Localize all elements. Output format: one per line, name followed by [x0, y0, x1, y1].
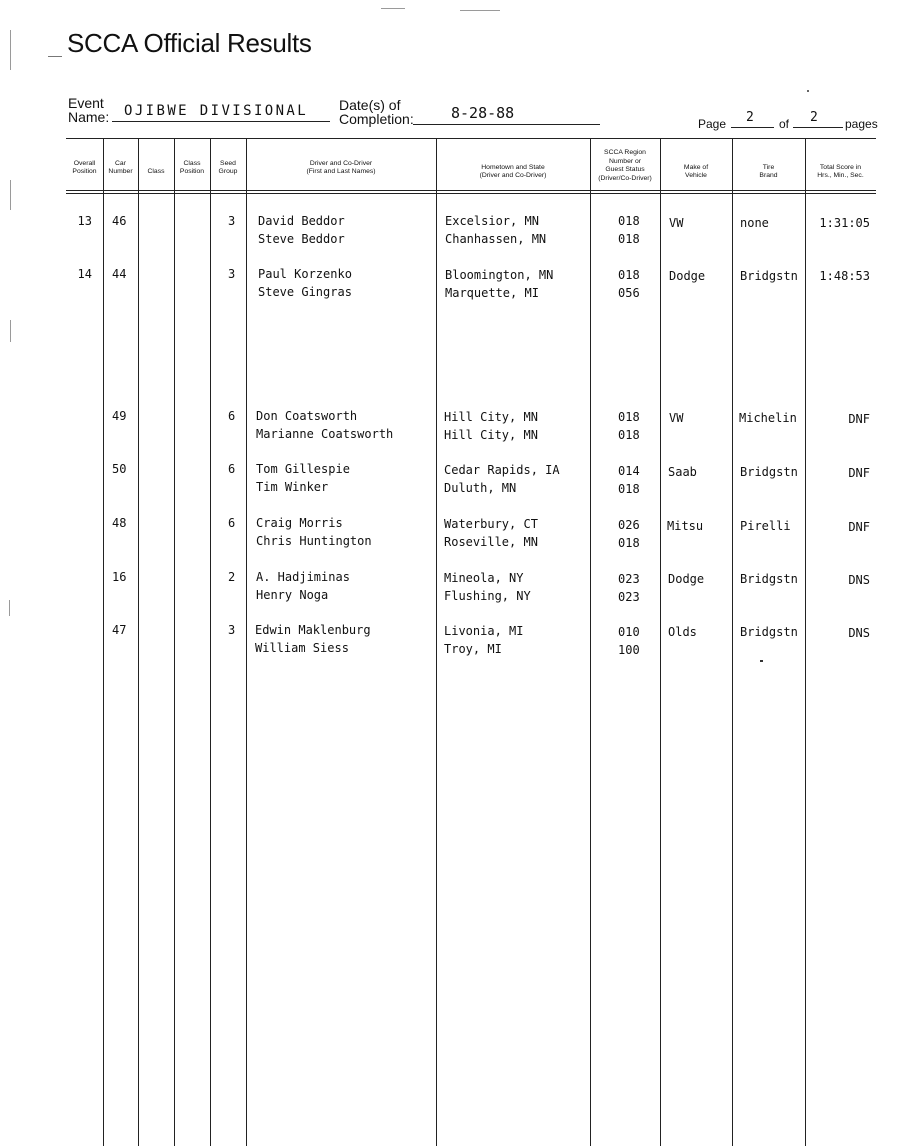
entry-driver: Tom Gillespie: [256, 462, 350, 476]
entry-codriver: Tim Winker: [256, 480, 329, 494]
results-table: [66, 138, 876, 1146]
entry-car-number: 46: [112, 214, 127, 228]
entry-car-number: 47: [112, 623, 127, 637]
header-text: Brand: [759, 172, 778, 179]
entry-hometown: Bloomington, MN: [445, 268, 554, 282]
event-name-underline: [112, 121, 330, 122]
col-rule: [590, 138, 591, 1146]
entry-tire: Bridgstn: [740, 269, 798, 283]
scan-speck: [381, 8, 405, 9]
header-text: SCCA Region: [604, 149, 646, 156]
entry-driver: David Beddor: [258, 214, 345, 228]
header-text: Guest Status: [605, 166, 645, 173]
col-rule: [805, 138, 806, 1146]
header-car-number: [103, 146, 138, 190]
entry-co-region: 023: [618, 590, 640, 604]
header-text: Hrs., Min., Sec.: [817, 172, 864, 179]
entry-score: DNS: [848, 626, 870, 640]
entry-make: Mitsu: [667, 519, 704, 533]
header-text: Class: [147, 167, 165, 175]
entry-hometown: Hill City, MN: [444, 410, 538, 424]
entry-codriver: Chris Huntington: [256, 534, 372, 548]
entry-codriver: Steve Gingras: [258, 285, 352, 299]
header-text: Class: [183, 159, 201, 167]
entry-make: Saab: [668, 465, 697, 479]
page-total-value: 2: [810, 110, 818, 125]
entry-tire: Bridgstn: [740, 572, 798, 586]
entry-co-hometown: Flushing, NY: [444, 589, 531, 603]
entry-position: 13: [77, 214, 92, 228]
entry-seed-group: 6: [228, 516, 236, 530]
entry-car-number: 49: [112, 409, 127, 423]
entry-seed-group: 6: [228, 409, 236, 423]
header-text: Make of: [683, 163, 709, 171]
header-driver: [246, 146, 436, 190]
entry-score: 1:31:05: [819, 216, 870, 230]
entry-co-hometown: Duluth, MN: [444, 481, 517, 495]
entry-tire: Pirelli: [740, 519, 791, 533]
header-seed-group: [210, 146, 246, 190]
document-title: SCCA Official Results: [67, 28, 312, 58]
entry-co-hometown: Troy, MI: [444, 642, 502, 656]
entry-score: DNF: [848, 466, 870, 480]
entry-driver: A. Hadjiminas: [256, 570, 350, 584]
entry-codriver: Marianne Coatsworth: [256, 427, 394, 441]
date-label-line2: Completion:: [339, 111, 414, 127]
page-label: Page: [698, 117, 727, 131]
entry-region: 023: [618, 572, 640, 586]
entry-co-region: 056: [618, 286, 640, 300]
entry-tire: Michelin: [739, 411, 797, 425]
col-rule: [210, 138, 211, 1146]
of-label: of: [779, 117, 790, 131]
entry-make: Dodge: [669, 269, 706, 283]
entry-seed-group: 6: [228, 462, 236, 476]
entry-co-region: 018: [618, 482, 640, 496]
table-top-rule: [66, 138, 876, 139]
col-rule: [732, 138, 733, 1146]
entry-region: 018: [618, 214, 640, 228]
entry-driver: Don Coatsworth: [256, 409, 358, 423]
entry-region: 010: [618, 625, 640, 639]
entry-car-number: 16: [112, 570, 127, 584]
entry-codriver: Henry Noga: [256, 588, 329, 602]
date-label: [339, 98, 414, 126]
entry-region: 018: [618, 268, 640, 282]
pages-label: pages: [845, 117, 878, 131]
entry-hometown: Excelsior, MN: [445, 214, 539, 228]
entry-codriver: William Siess: [255, 641, 349, 655]
header-text: Number or: [608, 157, 642, 165]
header-text: Tire: [762, 163, 775, 171]
date-label-line1: Date(s) of: [339, 97, 401, 113]
header-text: (Driver and Co-Driver): [479, 172, 547, 179]
entry-hometown: Waterbury, CT: [444, 517, 538, 531]
entry-make: Olds: [668, 625, 697, 639]
entry-co-region: 018: [618, 428, 640, 442]
header-region: [590, 142, 660, 190]
entry-co-region: 100: [618, 643, 640, 657]
entry-make: Dodge: [668, 572, 705, 586]
entry-seed-group: 2: [228, 570, 236, 584]
entry-hometown: Mineola, NY: [444, 571, 524, 585]
completion-date-value: 8-28-88: [451, 104, 515, 122]
event-label-line1: Event: [68, 95, 104, 111]
entry-co-hometown: Chanhassen, MN: [445, 232, 547, 246]
entry-score: 1:48:53: [819, 269, 870, 283]
entry-tire: Bridgstn: [740, 465, 798, 479]
header-text: Driver and Co-Driver: [309, 159, 373, 167]
header-tire: [732, 150, 805, 194]
entry-car-number: 44: [112, 267, 127, 281]
header-make: [660, 150, 732, 194]
page-number-underline: [731, 127, 774, 128]
entry-driver: Craig Morris: [256, 516, 343, 530]
scan-speck: [760, 660, 763, 662]
header-text: Seed: [220, 159, 236, 167]
entry-score: DNF: [848, 412, 870, 426]
entry-driver: Edwin Maklenburg: [255, 623, 371, 637]
entry-co-region: 018: [618, 536, 640, 550]
entry-co-hometown: Roseville, MN: [444, 535, 538, 549]
entry-make: VW: [669, 411, 684, 425]
entry-region: 018: [618, 410, 640, 424]
header-hometown: [436, 150, 590, 194]
entry-region: 014: [618, 464, 640, 478]
scan-speck: [10, 30, 11, 70]
entry-car-number: 48: [112, 516, 127, 530]
header-text: Overall: [73, 159, 96, 167]
header-text: Hometown and State: [481, 163, 545, 171]
entry-tire: Bridgstn: [740, 625, 798, 639]
col-rule: [246, 138, 247, 1146]
title-rule: [48, 56, 62, 57]
entry-tire: none: [740, 216, 769, 230]
col-rule: [436, 138, 437, 1146]
header-text: (First and Last Names): [306, 168, 376, 175]
date-underline: [413, 124, 600, 125]
entry-seed-group: 3: [228, 214, 236, 228]
entry-seed-group: 3: [228, 267, 236, 281]
entry-region: 026: [618, 518, 640, 532]
col-rule: [174, 138, 175, 1146]
header-text: Car: [115, 159, 126, 167]
entry-co-region: 018: [618, 232, 640, 246]
header-text: Number: [108, 168, 133, 175]
col-rule: [138, 138, 139, 1146]
event-name-value: OJIBWE DIVISIONAL: [124, 103, 309, 119]
header-class: [138, 146, 174, 190]
entry-score: DNS: [848, 573, 870, 587]
scan-speck: [10, 320, 11, 342]
event-label-line2: Name:: [68, 109, 110, 125]
scan-speck: [460, 10, 500, 11]
header-text: Position: [72, 168, 97, 175]
entry-codriver: Steve Beddor: [258, 232, 345, 246]
entry-position: 14: [77, 267, 92, 281]
page-total-underline: [793, 127, 843, 128]
entry-driver: Paul Korzenko: [258, 267, 352, 281]
header-class-position: [174, 146, 210, 190]
entry-car-number: 50: [112, 462, 127, 476]
header-text: Group: [218, 168, 238, 175]
header-text: (Driver/Co-Driver): [598, 174, 652, 182]
event-label: [68, 96, 109, 124]
header-text: Vehicle: [685, 172, 707, 179]
page-number-value: 2: [746, 110, 754, 125]
header-text: Total Score in: [819, 163, 862, 171]
entry-co-hometown: Marquette, MI: [445, 286, 539, 300]
header-text: Position: [179, 168, 205, 175]
scan-speck: [807, 90, 809, 92]
col-rule: [660, 138, 661, 1146]
col-rule: [103, 138, 104, 1146]
scan-speck: [9, 600, 10, 616]
header-score: [805, 150, 876, 194]
scan-speck: [10, 180, 11, 210]
entry-co-hometown: Hill City, MN: [444, 428, 538, 442]
entry-score: DNF: [848, 520, 870, 534]
entry-hometown: Livonia, MI: [444, 624, 524, 638]
header-overall-position: [66, 146, 103, 190]
entry-make: VW: [669, 216, 684, 230]
entry-seed-group: 3: [228, 623, 236, 637]
entry-hometown: Cedar Rapids, IA: [444, 463, 560, 477]
